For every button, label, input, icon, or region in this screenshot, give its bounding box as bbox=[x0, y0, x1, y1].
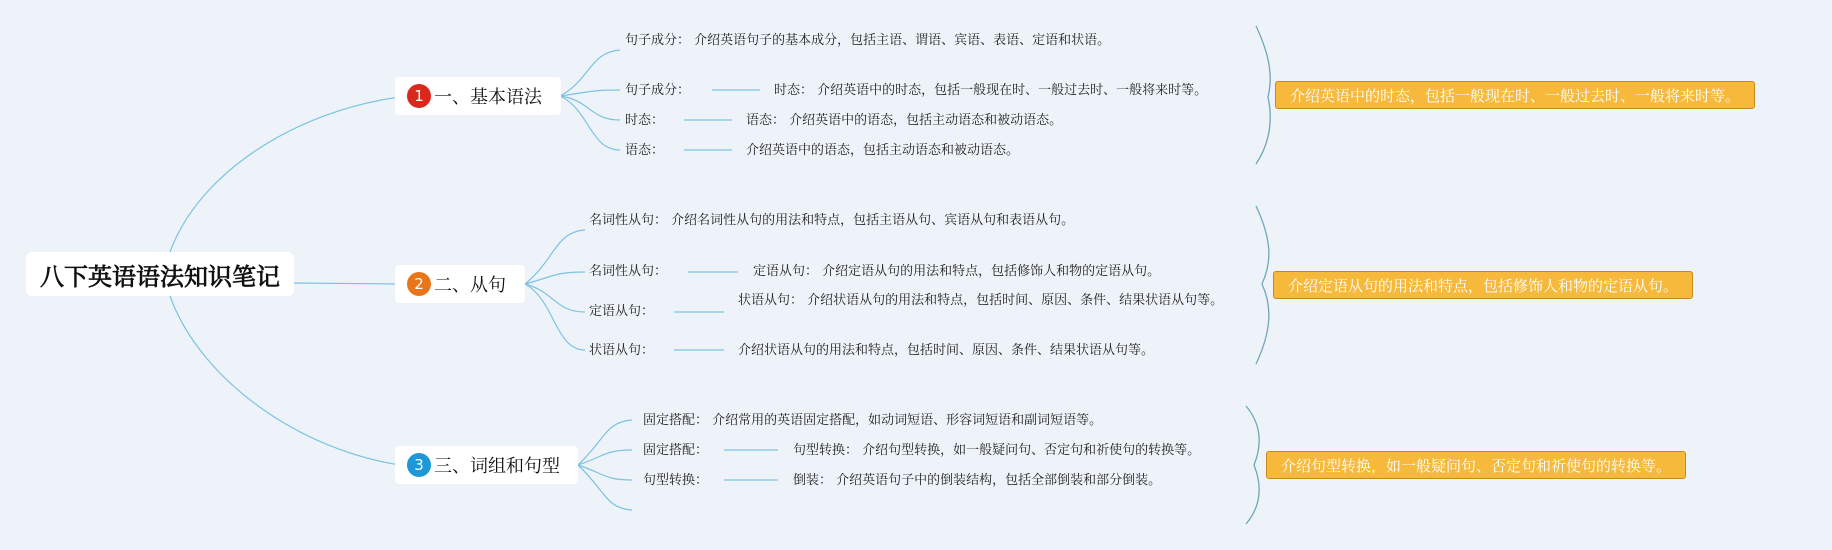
number-badge: 2 bbox=[407, 272, 431, 296]
summary-transform[interactable]: 介绍句型转换，如一般疑问句、否定句和祈使句的转换等。 bbox=[1266, 451, 1686, 479]
topic-label: 三、词组和句型 bbox=[434, 456, 560, 477]
brace-1 bbox=[1256, 26, 1270, 164]
leaf-attributive-detail[interactable]: 定语从句： 介绍定语从句的用法和特点，包括修饰人和物的定语从句。 bbox=[753, 264, 1161, 279]
root-node[interactable]: 八下英语语法知识笔记 bbox=[26, 252, 294, 296]
leaf-sentence-components-2[interactable]: 句子成分： bbox=[625, 83, 691, 98]
number-badge: 1 bbox=[407, 84, 431, 108]
leaf-attributive-clause[interactable]: 定语从句： bbox=[589, 304, 655, 319]
brace-3 bbox=[1246, 406, 1259, 524]
leaf-inversion-detail[interactable]: 倒装： 介绍英语句子中的倒装结构，包括全部倒装和部分倒装。 bbox=[793, 473, 1162, 488]
leaf-tense[interactable]: 时态： bbox=[625, 113, 665, 128]
topic-basic-grammar[interactable] bbox=[395, 77, 561, 115]
leaf-sentence-components[interactable]: 句子成分： 介绍英语句子的基本成分，包括主语、谓语、宾语、表语、定语和状语。 bbox=[625, 33, 1111, 48]
topic-label: 一、基本语法 bbox=[434, 87, 542, 108]
leaf-adverbial-desc[interactable]: 介绍状语从句的用法和特点，包括时间、原因、条件、结果状语从句等。 bbox=[738, 343, 1155, 358]
leaf-voice-desc[interactable]: 介绍英语中的语态，包括主动语态和被动语态。 bbox=[746, 143, 1020, 158]
leaf-fixed-collocation[interactable]: 固定搭配： 介绍常用的英语固定搭配，如动词短语、形容词短语和副词短语等。 bbox=[643, 413, 1103, 428]
summary-attributive[interactable]: 介绍定语从句的用法和特点，包括修饰人和物的定语从句。 bbox=[1273, 271, 1693, 299]
topic-label: 二、从句 bbox=[434, 275, 506, 296]
number-badge: 3 bbox=[407, 453, 431, 477]
leaf-voice[interactable]: 语态： bbox=[625, 143, 665, 158]
summary-tense[interactable]: 介绍英语中的时态，包括一般现在时、一般过去时、一般将来时等。 bbox=[1275, 81, 1755, 109]
leaf-tense-detail[interactable]: 时态： 介绍英语中的时态，包括一般现在时、一般过去时、一般将来时等。 bbox=[774, 83, 1208, 98]
topic-clauses[interactable] bbox=[395, 265, 525, 303]
topic-phrases-patterns[interactable] bbox=[395, 446, 578, 484]
leaf-voice-detail[interactable]: 语态： 介绍英语中的语态，包括主动语态和被动语态。 bbox=[746, 113, 1063, 128]
link-root-topic3 bbox=[170, 296, 400, 465]
brace-2 bbox=[1256, 206, 1269, 364]
link-root-topic2 bbox=[294, 283, 400, 284]
leaf-noun-clause[interactable]: 名词性从句： 介绍名词性从句的用法和特点，包括主语从句、宾语从句和表语从句。 bbox=[589, 213, 1075, 228]
leaf-noun-clause-2[interactable]: 名词性从句： bbox=[589, 264, 668, 279]
leaf-transform-detail[interactable]: 句型转换： 介绍句型转换，如一般疑问句、否定句和祈使句的转换等。 bbox=[793, 443, 1201, 458]
leaf-sentence-transform[interactable]: 句型转换： bbox=[643, 473, 709, 488]
leaf-adverbial-clause[interactable]: 状语从句： bbox=[589, 343, 655, 358]
leaf-fixed-collocation-2[interactable]: 固定搭配： bbox=[643, 443, 709, 458]
link-root-topic1 bbox=[170, 97, 400, 252]
link-t1-row1 bbox=[560, 50, 620, 96]
leaf-adverbial-detail[interactable]: 状语从句： 介绍状语从句的用法和特点，包括时间、原因、条件、结果状语从句等。 bbox=[738, 293, 1224, 308]
